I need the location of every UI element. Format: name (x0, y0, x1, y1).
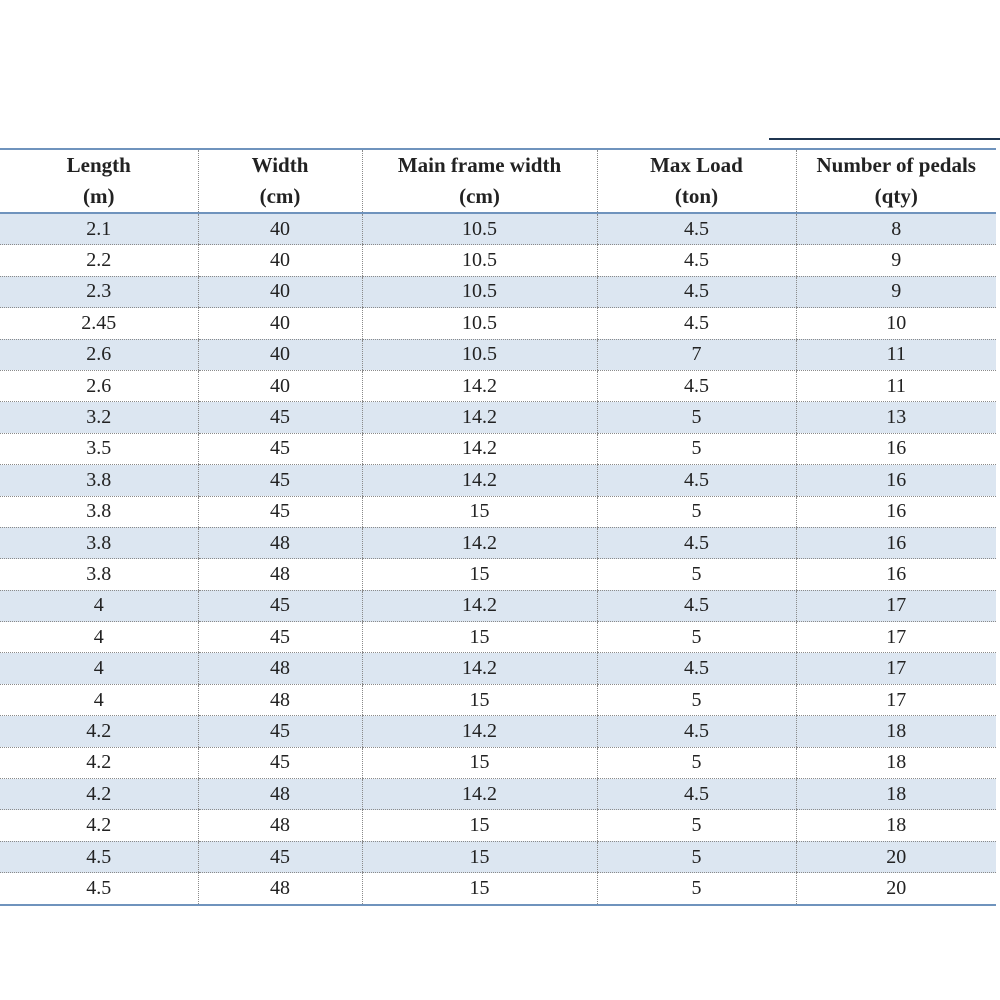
main-frame-width-cell: 15 (362, 810, 597, 841)
width-cell: 48 (198, 873, 362, 905)
main-frame-width-cell: 15 (362, 559, 597, 590)
header-length-label: Length (66, 153, 131, 177)
main-frame-width-cell: 14.2 (362, 590, 597, 621)
width-cell: 40 (198, 308, 362, 339)
max-load-cell: 4.5 (597, 590, 796, 621)
main-frame-width-cell: 10.5 (362, 245, 597, 276)
number-of-pedals-cell: 16 (796, 465, 996, 496)
max-load-cell: 4.5 (597, 716, 796, 747)
number-of-pedals-cell: 10 (796, 308, 996, 339)
width-cell: 40 (198, 370, 362, 401)
main-frame-width-cell: 10.5 (362, 308, 597, 339)
spec-table (0, 148, 996, 906)
number-of-pedals-cell: 18 (796, 716, 996, 747)
table-body (0, 213, 996, 905)
header-width (198, 149, 362, 213)
length-cell: 2.1 (0, 213, 198, 245)
table-row (0, 433, 996, 464)
length-cell: 3.8 (0, 559, 198, 590)
width-cell: 45 (198, 402, 362, 433)
main-frame-width-cell: 10.5 (362, 213, 597, 245)
length-cell: 2.3 (0, 276, 198, 307)
table-row (0, 590, 996, 621)
number-of-pedals-cell: 17 (796, 622, 996, 653)
max-load-cell: 5 (597, 873, 796, 905)
width-cell: 48 (198, 653, 362, 684)
number-of-pedals-cell: 16 (796, 496, 996, 527)
max-load-cell: 4.5 (597, 370, 796, 401)
table-row (0, 370, 996, 401)
number-of-pedals-cell: 16 (796, 559, 996, 590)
table-row (0, 496, 996, 527)
width-cell: 48 (198, 810, 362, 841)
width-cell: 48 (198, 559, 362, 590)
main-frame-width-cell: 14.2 (362, 653, 597, 684)
width-cell: 40 (198, 213, 362, 245)
table-row (0, 276, 996, 307)
max-load-cell: 5 (597, 433, 796, 464)
number-of-pedals-cell: 16 (796, 433, 996, 464)
table-row (0, 684, 996, 715)
number-of-pedals-cell: 11 (796, 339, 996, 370)
table-row (0, 873, 996, 905)
table-row (0, 653, 996, 684)
max-load-cell: 5 (597, 402, 796, 433)
length-cell: 4.2 (0, 747, 198, 778)
max-load-cell: 4.5 (597, 779, 796, 810)
max-load-cell: 4.5 (597, 308, 796, 339)
length-cell: 4.2 (0, 716, 198, 747)
main-frame-width-cell: 15 (362, 622, 597, 653)
header-width-label: Width (251, 153, 309, 177)
max-load-cell: 4.5 (597, 527, 796, 558)
width-cell: 45 (198, 496, 362, 527)
table-row (0, 339, 996, 370)
width-cell: 45 (198, 716, 362, 747)
width-cell: 45 (198, 747, 362, 778)
length-cell: 3.8 (0, 496, 198, 527)
main-frame-width-cell: 10.5 (362, 339, 597, 370)
length-cell: 2.45 (0, 308, 198, 339)
width-cell: 40 (198, 245, 362, 276)
max-load-cell: 5 (597, 622, 796, 653)
main-frame-width-cell: 14.2 (362, 433, 597, 464)
max-load-cell: 5 (597, 559, 796, 590)
main-frame-width-cell: 14.2 (362, 527, 597, 558)
width-cell: 45 (198, 590, 362, 621)
table-row (0, 622, 996, 653)
number-of-pedals-cell: 18 (796, 747, 996, 778)
table-row (0, 779, 996, 810)
main-frame-width-cell: 14.2 (362, 779, 597, 810)
header-number-of-pedals-unit: (qty) (874, 184, 918, 208)
width-cell: 48 (198, 779, 362, 810)
header-max-load (597, 149, 796, 213)
width-cell: 40 (198, 276, 362, 307)
length-cell: 2.6 (0, 370, 198, 401)
header-number-of-pedals-label: Number of pedals (816, 153, 976, 177)
main-frame-width-cell: 14.2 (362, 370, 597, 401)
main-frame-width-cell: 14.2 (362, 402, 597, 433)
width-cell: 45 (198, 433, 362, 464)
length-cell: 3.5 (0, 433, 198, 464)
number-of-pedals-cell: 9 (796, 276, 996, 307)
length-cell: 4.2 (0, 779, 198, 810)
table-header (0, 149, 996, 213)
number-of-pedals-cell: 17 (796, 590, 996, 621)
header-main-frame-width (362, 149, 597, 213)
table-row (0, 465, 996, 496)
table-row (0, 747, 996, 778)
number-of-pedals-cell: 8 (796, 213, 996, 245)
main-frame-width-cell: 14.2 (362, 465, 597, 496)
main-frame-width-cell: 10.5 (362, 276, 597, 307)
table-row (0, 213, 996, 245)
width-cell: 40 (198, 339, 362, 370)
max-load-cell: 4.5 (597, 245, 796, 276)
max-load-cell: 5 (597, 810, 796, 841)
header-max-load-unit: (ton) (674, 184, 719, 208)
number-of-pedals-cell: 11 (796, 370, 996, 401)
length-cell: 3.8 (0, 527, 198, 558)
length-cell: 4 (0, 590, 198, 621)
max-load-cell: 5 (597, 747, 796, 778)
length-cell: 3.8 (0, 465, 198, 496)
main-frame-width-cell: 15 (362, 841, 597, 872)
number-of-pedals-cell: 18 (796, 810, 996, 841)
width-cell: 45 (198, 622, 362, 653)
number-of-pedals-cell: 17 (796, 653, 996, 684)
number-of-pedals-cell: 13 (796, 402, 996, 433)
top-rule (769, 138, 1000, 140)
header-number-of-pedals (796, 149, 996, 213)
number-of-pedals-cell: 20 (796, 841, 996, 872)
table-row (0, 841, 996, 872)
main-frame-width-cell: 15 (362, 496, 597, 527)
header-row (0, 149, 996, 213)
table-row (0, 245, 996, 276)
length-cell: 4.5 (0, 841, 198, 872)
width-cell: 45 (198, 465, 362, 496)
header-main-frame-width-label: Main frame width (397, 153, 562, 177)
main-frame-width-cell: 15 (362, 873, 597, 905)
length-cell: 3.2 (0, 402, 198, 433)
length-cell: 4 (0, 653, 198, 684)
table-row (0, 810, 996, 841)
table-row (0, 308, 996, 339)
main-frame-width-cell: 14.2 (362, 716, 597, 747)
width-cell: 48 (198, 527, 362, 558)
max-load-cell: 4.5 (597, 213, 796, 245)
max-load-cell: 7 (597, 339, 796, 370)
width-cell: 48 (198, 684, 362, 715)
header-main-frame-width-unit: (cm) (459, 184, 500, 208)
table-row (0, 402, 996, 433)
max-load-cell: 4.5 (597, 465, 796, 496)
number-of-pedals-cell: 18 (796, 779, 996, 810)
header-max-load-label: Max Load (650, 153, 743, 177)
length-cell: 4.2 (0, 810, 198, 841)
length-cell: 2.2 (0, 245, 198, 276)
table-row (0, 527, 996, 558)
table-row (0, 559, 996, 590)
length-cell: 4.5 (0, 873, 198, 905)
main-frame-width-cell: 15 (362, 684, 597, 715)
number-of-pedals-cell: 20 (796, 873, 996, 905)
number-of-pedals-cell: 9 (796, 245, 996, 276)
header-length (0, 149, 198, 213)
header-width-unit: (cm) (259, 184, 301, 208)
main-frame-width-cell: 15 (362, 747, 597, 778)
max-load-cell: 5 (597, 841, 796, 872)
length-cell: 4 (0, 684, 198, 715)
max-load-cell: 5 (597, 684, 796, 715)
length-cell: 2.6 (0, 339, 198, 370)
length-cell: 4 (0, 622, 198, 653)
number-of-pedals-cell: 16 (796, 527, 996, 558)
width-cell: 45 (198, 841, 362, 872)
max-load-cell: 5 (597, 496, 796, 527)
table-row (0, 716, 996, 747)
header-length-unit: (m) (83, 184, 115, 208)
max-load-cell: 4.5 (597, 653, 796, 684)
number-of-pedals-cell: 17 (796, 684, 996, 715)
max-load-cell: 4.5 (597, 276, 796, 307)
